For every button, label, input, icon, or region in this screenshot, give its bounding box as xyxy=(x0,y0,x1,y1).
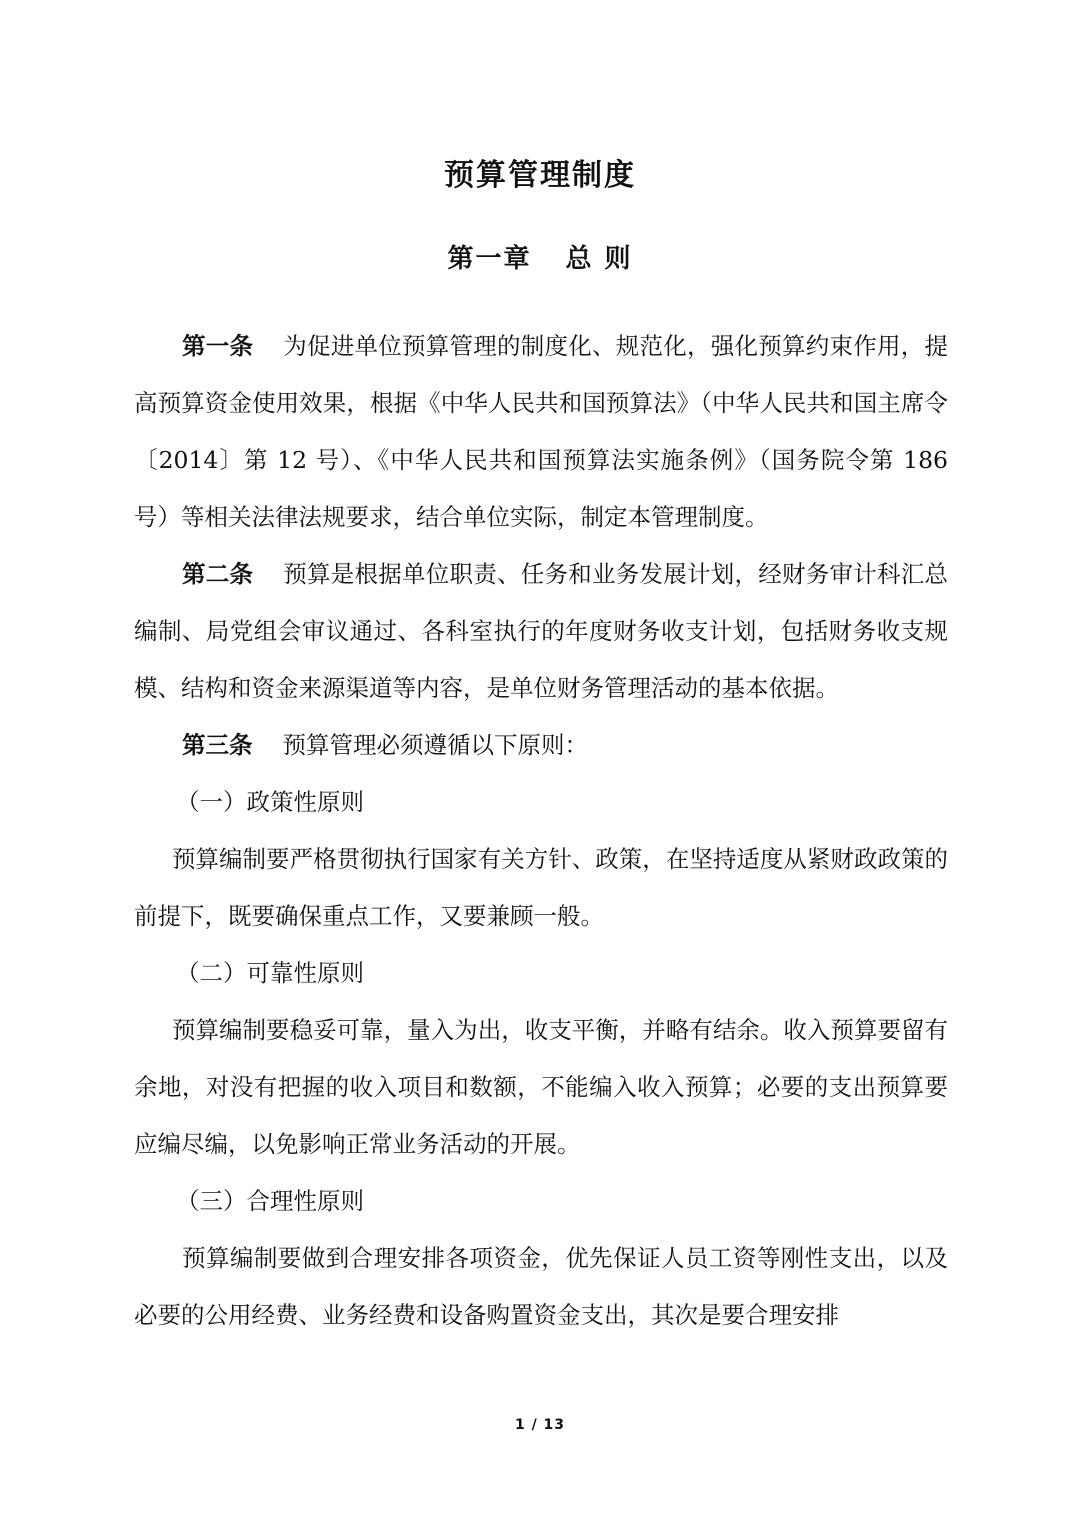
article-number: 第二条 xyxy=(182,560,254,588)
principle-text: 预算编制要稳妥可靠，量入为出，收支平衡，并略有结余。收入预算要留有余地，对没有把握的收入项目和数额，不能编入收入预算；必要的支出预算要应编尽编，以免影响正常业务活动的开展。 xyxy=(134,1016,948,1158)
article-3 xyxy=(134,717,948,774)
article-number: 第一条 xyxy=(182,332,254,360)
principle-heading: （三）合理性原则 xyxy=(176,1187,364,1215)
chapter-label: 第一章 xyxy=(447,244,532,274)
article-1 xyxy=(134,318,948,546)
document-body xyxy=(134,318,948,1344)
principle-text: 预算编制要做到合理安排各项资金，优先保证人员工资等刚性支出，以及必要的公用经费、业务经费和设备购置资金支出，其次是要合理安排 xyxy=(134,1244,948,1329)
page-indicator: 1 / 13 xyxy=(514,1417,566,1433)
chapter-name: 总 则 xyxy=(565,244,633,274)
chapter-heading xyxy=(0,238,1080,275)
article-number: 第三条 xyxy=(182,731,253,759)
principle-heading: （一）政策性原则 xyxy=(176,788,364,816)
document-title: 预算管理制度 xyxy=(444,158,636,193)
article-text: 预算是根据单位职责、任务和业务发展计划，经财务审计科汇总编制、局党组会审议通过、各科室执行的年度财务收支计划，包括财务收支规模、结构和资金来源渠道等内容，是单位财务管理活动的基本依据。 xyxy=(134,560,948,702)
article-text: 预算管理必须遵循以下原则： xyxy=(282,731,588,759)
article-2 xyxy=(134,546,948,717)
principle-heading: （二）可靠性原则 xyxy=(176,959,364,987)
principle-text: 预算编制要严格贯彻执行国家有关方针、政策，在坚持适度从紧财政政策的前提下，既要确保重点工作，又要兼顾一般。 xyxy=(134,845,948,930)
article-text: 为促进单位预算管理的制度化、规范化，强化预算约束作用，提高预算资金使用效果，根据《中华人民共和国预算法》（中华人民共和国主席令〔2014〕第 12 号）、《中华人民共和国预算法实施条例》（国务院令第 186 号）等相关法律法规要求，结合单位实际，制定本管理制度。 xyxy=(134,332,948,531)
